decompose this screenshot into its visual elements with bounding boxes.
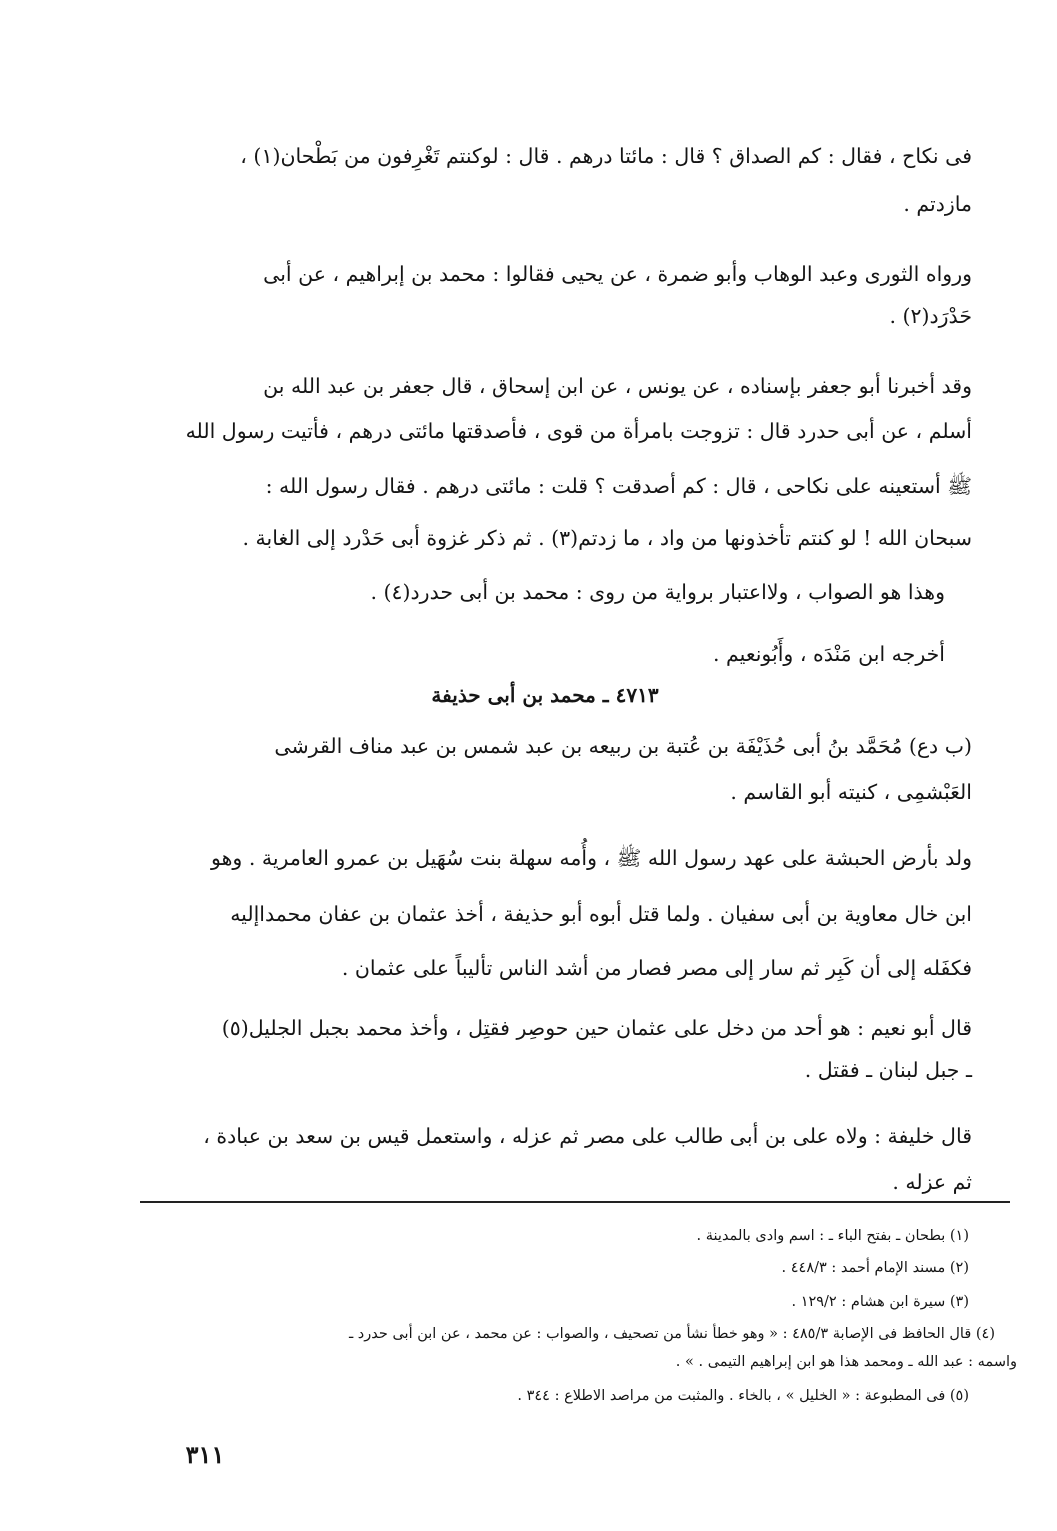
text-line: حَدْرَد(٢) .: [889, 304, 972, 328]
text-line: قال أبو نعيم : هو أحد من دخل على عثمان حين حوصِر فقتِل ، وأخذ محمد بجبل الجليل(٥): [221, 1016, 972, 1040]
text-line: العَبْشمِى ، كنيته أبو القاسم .: [730, 780, 972, 804]
text-line: فى نكاح ، فقال : كم الصداق ؟ قال : مائتا درهم . قال : لوكنتم تَغْرِفون من بَطْحان(١) ،: [240, 144, 972, 168]
text-line: فكفَله إلى أن كَبِر ثم سار إلى مصر فصار من أشد الناس تأليباً على عثمان .: [341, 956, 972, 980]
text-line: ابن خال معاوية بن أبى سفيان . ولما قتل أبوه أبو حذيفة ، أخذ عثمان بن عفان محمداإليه: [230, 902, 972, 926]
text-line: ﷺ أستعينه على نكاحى ، قال : كم أصدقت ؟ قلت : مائتى درهم . فقال رسول الله :: [265, 474, 972, 498]
text-line: أسلم ، عن أبى حدرد قال : تزوجت بامرأة من قوى ، فأصدقتها مائتى درهم ، فأتيت رسول الله: [185, 419, 972, 443]
footnote: (٤) قال الحافظ فى الإصابة ٤٨٥/٣ : « وهو خطأ نشأ من تصحيف ، والصواب : عن محمد ، عن ابن أبى حدرد ـ: [348, 1326, 995, 1342]
text-line: قال خليفة : ولاه على بن أبى طالب على مصر ثم عزله ، واستعمل قيس بن سعد بن عبادة ،: [203, 1124, 972, 1148]
footnote: (١) بطحان ـ بفتح الباء ـ : اسم وادى بالمدينة .: [696, 1228, 969, 1244]
footnote: (٣) سيرة ابن هشام : ١٢٩/٢ .: [791, 1294, 969, 1310]
footnote: (٥) فى المطبوعة : « الخليل » ، بالخاء . والمثبت من مراصد الاطلاع : ٣٤٤ .: [517, 1388, 969, 1404]
text-line: ولد بأرض الحبشة على عهد رسول الله ﷺ ، وأُمه سهلة بنت سُهَيل بن عمرو العامرية . وهو: [211, 846, 972, 870]
page-number: ٣١١: [185, 1440, 225, 1469]
footnote-divider: [140, 1201, 1010, 1203]
footnote: (٢) مسند الإمام أحمد : ٤٤٨/٣ .: [781, 1260, 969, 1276]
entry-heading: ٤٧١٣ ـ محمد بن أبى حذيفة: [431, 683, 659, 707]
text-line: مازدتم .: [903, 192, 972, 216]
text-line: أخرجه ابن مَنْدَه ، وأَبُونعيم .: [712, 642, 945, 666]
text-line: وقد أخبرنا أبو جعفر بإسناده ، عن يونس ، عن ابن إسحاق ، قال جعفر بن عبد الله بن: [263, 374, 972, 398]
text-line: ثم عزله .: [892, 1170, 972, 1194]
text-line: ـ جبل لبنان ـ فقتل .: [804, 1058, 972, 1082]
footnote: واسمه : عبد الله ـ ومحمد هذا هو ابن إبراهيم التيمى . » .: [675, 1354, 1017, 1370]
text-line: (ب دع) مُحَمَّد بنُ أبى حُذَيْفَة بن عُتبة بن ربيعه بن عبد شمس بن عبد مناف القرشى: [274, 734, 972, 758]
text-line: سبحان الله ! لو كنتم تأخذونها من واد ، ما زدتم(٣) . ثم ذكر غزوة أبى حَدْرد إلى الغابة .: [242, 526, 972, 550]
text-line: وهذا هو الصواب ، ولااعتبار برواية من روى : محمد بن أبى حدرد(٤) .: [370, 580, 945, 604]
text-line: ورواه الثورى وعبد الوهاب وأبو ضمرة ، عن يحيى فقالوا : محمد بن إبراهيم ، عن أبى: [263, 262, 972, 286]
